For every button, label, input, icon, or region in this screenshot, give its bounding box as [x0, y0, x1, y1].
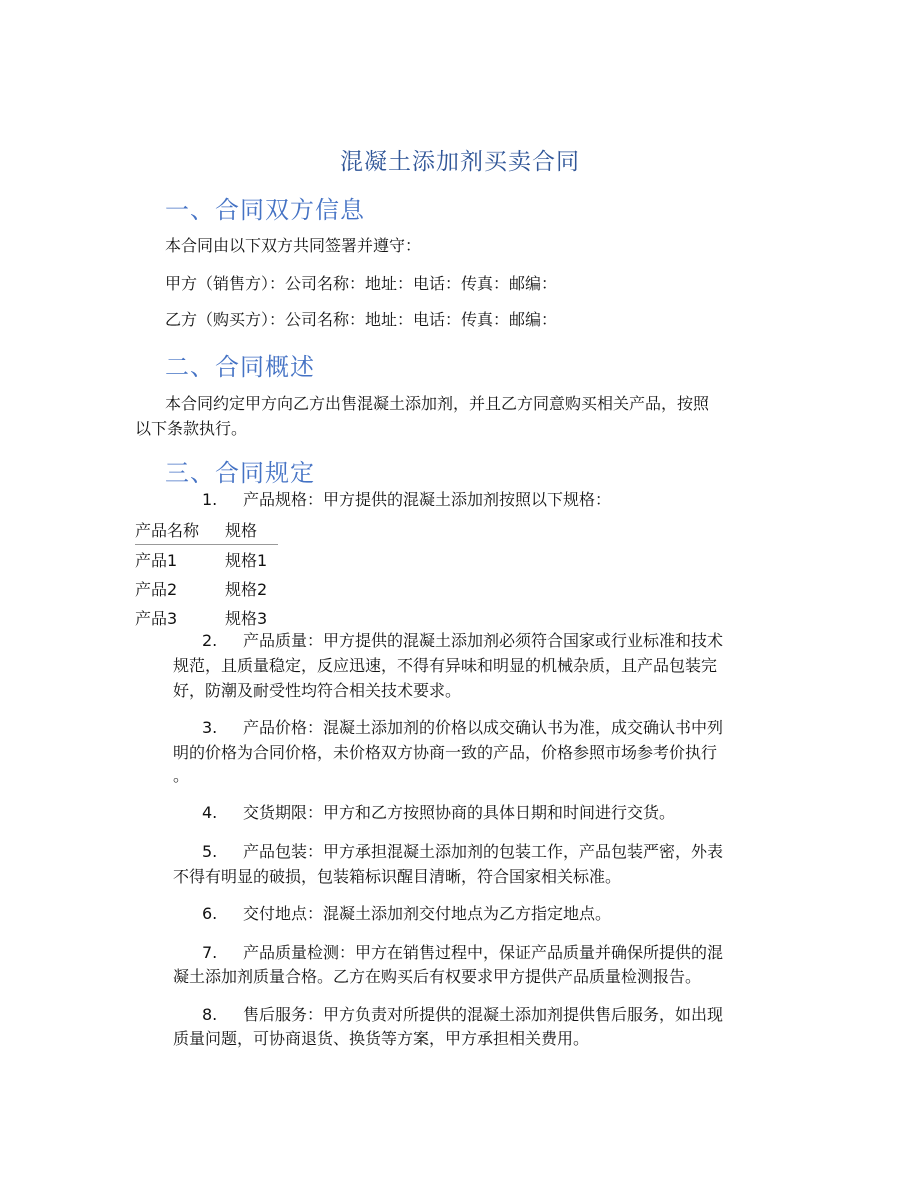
table-cell: 产品2 [135, 580, 178, 599]
party-b-info: 乙方（购买方）：公司名称：地址：电话：传真：邮编： [165, 310, 558, 329]
table-cell: 产品1 [135, 551, 178, 570]
section-heading-parties: 一、合同双方信息 [165, 196, 365, 224]
table-cell: 产品3 [135, 609, 178, 628]
party-a-info: 甲方（销售方）：公司名称：地址：电话：传真：邮编： [165, 274, 558, 293]
table-row [135, 545, 278, 575]
table-header-row [135, 515, 278, 545]
item-first-line: 产品价格：混凝土添加剂的价格以成交确认书为准，成交确认书中列 [243, 718, 724, 737]
item-continued-line: 。 [173, 766, 190, 785]
item-number: 4. [202, 803, 218, 822]
overview-line-1: 本合同约定甲方向乙方出售混凝土添加剂，并且乙方同意购买相关产品，按照 [165, 394, 710, 413]
table-header-spec: 规格 [225, 515, 278, 545]
item-first-line: 产品包装：甲方承担混凝土添加剂的包装工作，产品包装严密，外表 [243, 842, 724, 861]
table-row [135, 574, 278, 603]
spec-table [135, 515, 278, 632]
table-cell: 规格2 [225, 580, 268, 599]
item-number: 1. [202, 490, 218, 509]
table-cell: 规格1 [225, 551, 268, 570]
item-number: 6. [202, 904, 218, 923]
parties-intro: 本合同由以下双方共同签署并遵守： [165, 236, 422, 255]
document-title: 混凝土添加剂买卖合同 [340, 149, 580, 175]
item-continued-line: 质量问题，可协商退货、换货等方案，甲方承担相关费用。 [173, 1029, 590, 1048]
item-first-line: 产品质量：甲方提供的混凝土添加剂必须符合国家或行业标准和技术 [243, 631, 724, 650]
item-spec-text: 产品规格：甲方提供的混凝土添加剂按照以下规格： [243, 490, 612, 509]
item-continued-line: 明的价格为合同价格，未价格双方协商一致的产品，价格参照市场参考价执行 [173, 743, 718, 762]
item-first-line: 产品质量检测：甲方在销售过程中，保证产品质量并确保所提供的混 [243, 943, 724, 962]
table-header-name: 产品名称 [135, 515, 225, 545]
item-number: 5. [202, 842, 218, 861]
overview-line-2: 以下条款执行。 [135, 419, 248, 438]
section-heading-overview: 二、合同概述 [165, 353, 315, 381]
item-continued-line: 凝土添加剂质量合格。乙方在购买后有权要求甲方提供产品质量检测报告。 [173, 967, 702, 986]
item-number: 3. [202, 718, 218, 737]
item-number: 2. [202, 631, 218, 650]
item-number: 8. [202, 1005, 218, 1024]
item-continued-line: 不得有明显的破损，包装箱标识醒目清晰，符合国家相关标准。 [173, 867, 622, 886]
table-cell: 规格3 [225, 609, 268, 628]
item-first-line: 售后服务：甲方负责对所提供的混凝土添加剂提供售后服务，如出现 [243, 1005, 724, 1024]
item-continued-line: 规范，且质量稳定，反应迅速，不得有异味和明显的机械杂质，且产品包装完 [173, 656, 718, 675]
item-first-line: 交货期限：甲方和乙方按照协商的具体日期和时间进行交货。 [243, 803, 676, 822]
section-heading-terms: 三、合同规定 [165, 459, 315, 487]
item-number: 7. [202, 943, 218, 962]
item-first-line: 交付地点：混凝土添加剂交付地点为乙方指定地点。 [243, 904, 612, 923]
item-continued-line: 好，防潮及耐受性均符合相关技术要求。 [173, 681, 462, 700]
